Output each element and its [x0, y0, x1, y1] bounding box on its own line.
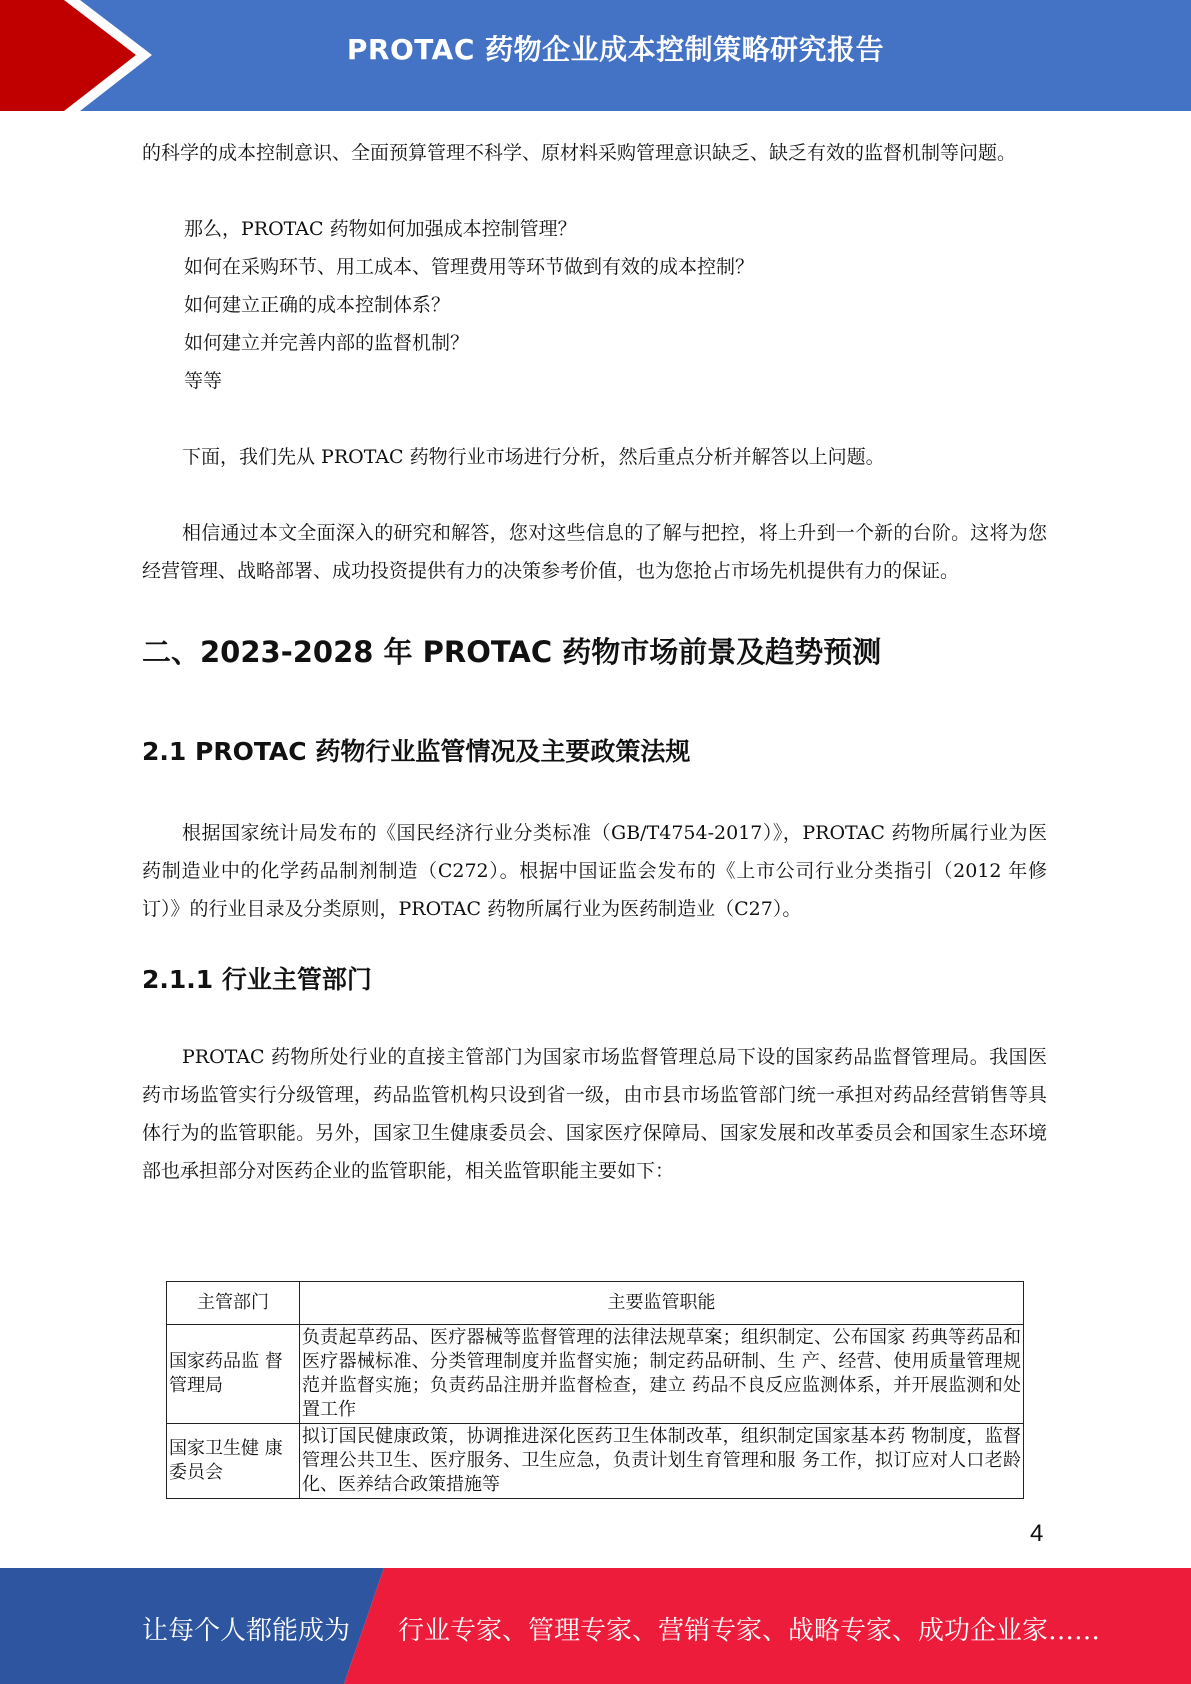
question-item: 那么，PROTAC 药物如何加强成本控制管理？ [184, 218, 577, 240]
duty-cell: 拟订国民健康政策，协调推进深化医药卫生体制改革，组织制定国家基本药 物制度，监督管理公共卫生、医疗服务、卫生应急，负责计划生育管理和服 务工作，拟订应对人口老龄化、医养结合政策措施等 [300, 1424, 1024, 1499]
table-header-cell: 主管部门 [167, 1282, 300, 1325]
page-number: 4 [1030, 1520, 1044, 1547]
dept-cell: 国家卫生健 康委员会 [167, 1424, 300, 1499]
table-header-cell: 主要监管职能 [300, 1282, 1024, 1325]
report-title: PROTAC 药物企业成本控制策略研究报告 [346, 33, 885, 66]
table-cutoff [160, 1515, 1030, 1525]
duty-cell: 负责起草药品、医疗器械等监督管理的法律法规草案；组织制定、公布国家 药典等药品和医疗器械标准、分类管理制度并监督实施；制定药品研制、生 产、经营、使用质量管理规范并监督实施；负责药品注册并监督检查，建立 药品不良反应监测体系，并开展监测和处置工作 [300, 1325, 1024, 1424]
footer-slogan-left: 让每个人都能成为 [142, 1616, 351, 1646]
question-list [142, 210, 1047, 400]
section-heading: 二、2023-2028 年 PROTAC 药物市场前景及趋势预测 [142, 635, 882, 669]
table-row [167, 1424, 1024, 1499]
footer-slogan-right: 行业专家、管理专家、营销专家、战略专家、成功企业家…… [398, 1616, 1101, 1646]
subsection-heading: 2.1 PROTAC 药物行业监管情况及主要政策法规 [142, 737, 691, 766]
main-content [142, 134, 1047, 1190]
subsubsection-heading: 2.1.1 行业主管部门 [142, 965, 372, 994]
department-paragraph: PROTAC 药物所处行业的直接主管部门为国家市场监督管理总局下设的国家药品监督管理局。我国医药市场监管实行分级管理，药品监管机构只设到省一级，由市县市场监管部门统一承担对药品经营销售等具体行为的监管职能。另外，国家卫生健康委员会、国家医疗保障局、国家发展和改革委员会和国家生态环境部也承担部分对医药企业的监管职能，相关监管职能主要如下： [142, 1046, 1047, 1182]
dept-cell: 国家药品监 督管理局 [167, 1325, 300, 1424]
regulatory-table [166, 1281, 1024, 1499]
next-paragraph: 下面，我们先从 PROTAC 药物行业市场进行分析，然后重点分析并解答以上问题。 [182, 446, 885, 468]
believe-paragraph: 相信通过本文全面深入的研究和解答，您对这些信息的了解与把控，将上升到一个新的台阶。这将为您经营管理、战略部署、成功投资提供有力的决策参考价值，也为您抢占市场先机提供有力的保证。 [142, 522, 1047, 582]
intro-paragraph: 的科学的成本控制意识、全面预算管理不科学、原材料采购管理意识缺乏、缺乏有效的监督机制等问题。 [142, 142, 1017, 164]
question-item: 如何建立正确的成本控制体系？ [184, 294, 451, 316]
question-item: 等等 [184, 370, 223, 392]
table-header-row [167, 1282, 1024, 1325]
table-row [167, 1325, 1024, 1424]
classification-paragraph: 根据国家统计局发布的《国民经济行业分类标准（GB/T4754-2017）》，PROTAC 药物所属行业为医药制造业中的化学药品制剂制造（C272）。根据中国证监会发布的《上市公司行业分类指引（2012 年修订）》的行业目录及分类原则，PROTAC 药物所属行业为医药制造业（C27）。 [142, 822, 1047, 920]
question-item: 如何在采购环节、用工成本、管理费用等环节做到有效的成本控制？ [184, 256, 755, 278]
page-footer [0, 1568, 1191, 1684]
question-item: 如何建立并完善内部的监督机制？ [184, 332, 470, 354]
page-header [0, 0, 1191, 111]
